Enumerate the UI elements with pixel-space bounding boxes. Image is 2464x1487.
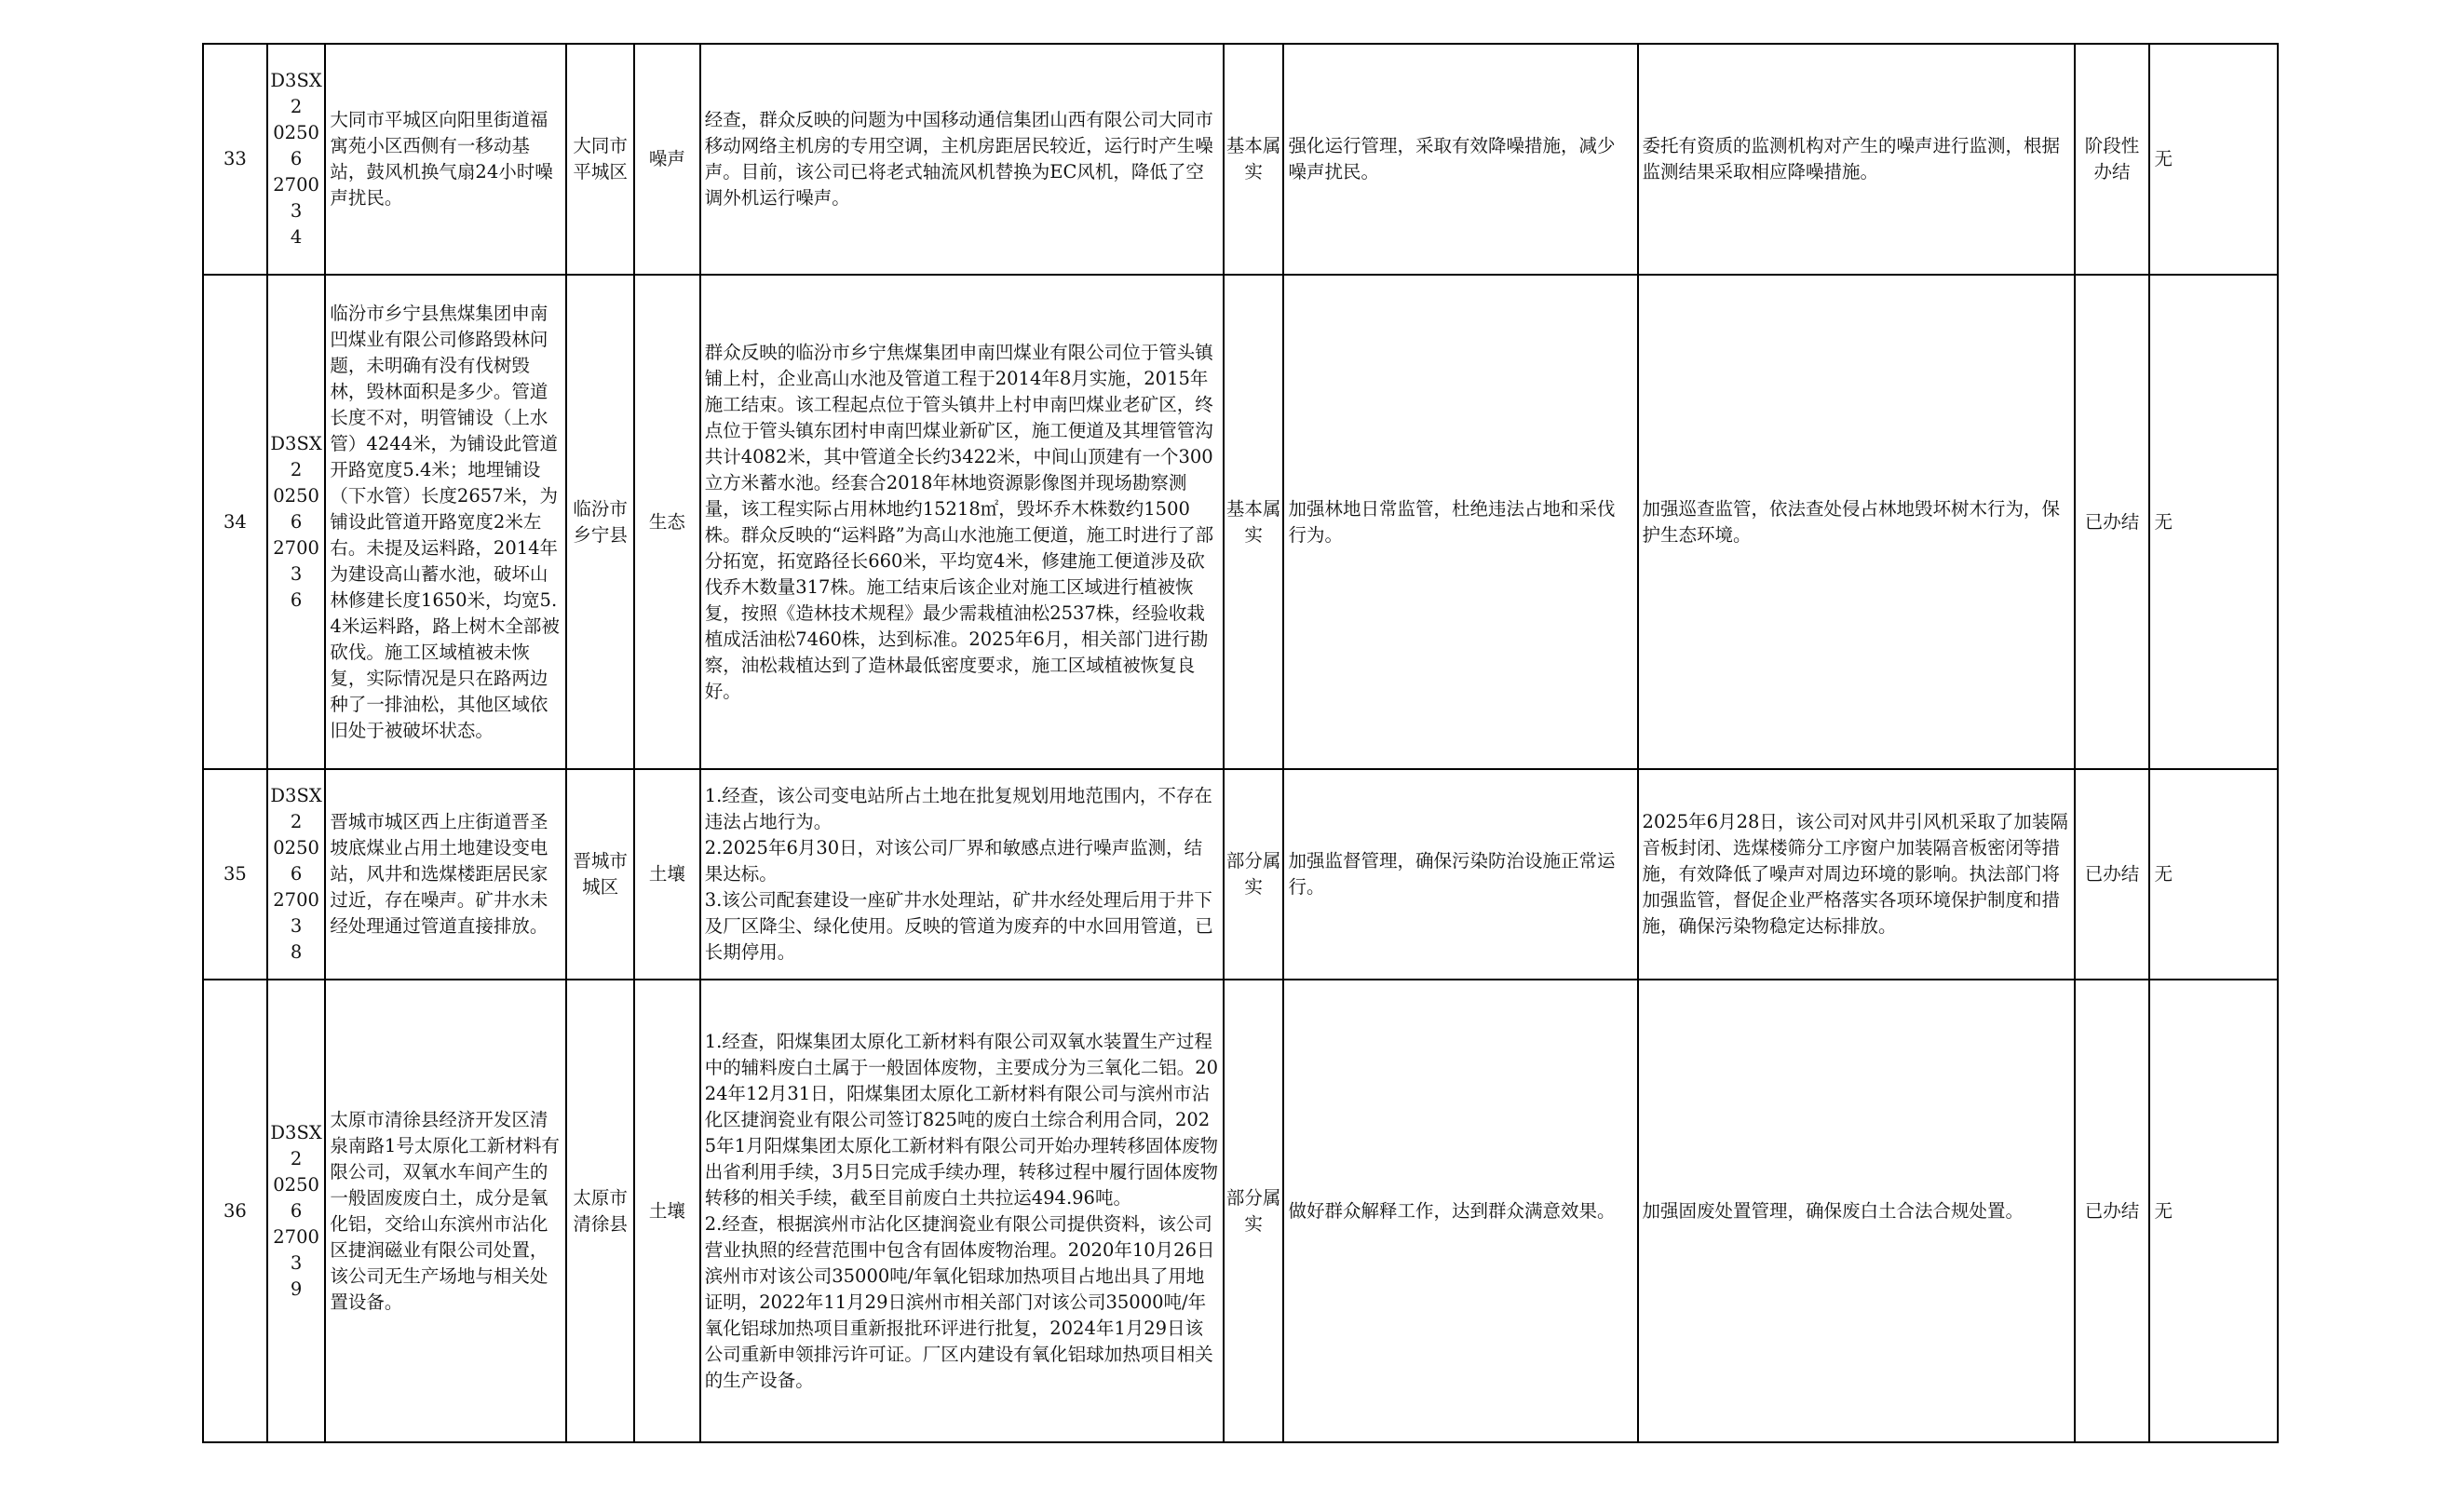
investigation-findings: 1.经查，阳煤集团太原化工新材料有限公司双氧水装置生产过程中的辅料废白土属于一般固体废物，主要成分为三氧化二铝。2024年12月31日，阳煤集团太原化工新材料有限公司与滨州市沾化区捷润瓷业有限公司签订825吨的废白土综合利用合同，2025年1月阳煤集团太原化工新材料有限公司开始办理转移固体废物出省利用手续，3月5日完成手续办理，转移过程中履行固体废物转移的相关手续，截至目前废白土共拉运494.96吨。 2.经查，根据滨州市沾化区捷润瓷业有限公司提供资料，该公司营业执照的经营范围中包含有固体废物治理。2020年10月26日滨州市对该公司35000吨/年氧化铝球加热项目占地出具了用地证明，2022年11月29日滨州市相关部门对该公司35000吨/年氧化铝球加热项目重新报批环评进行批复，2024年1月29日该公司重新申领排污许可证。厂区内建设有氧化铝球加热项目相关的生产设备。: [700, 980, 1224, 1442]
district: 大同市平城区: [566, 44, 634, 275]
accountability: 无: [2149, 769, 2278, 980]
pollution-type: 生态: [634, 275, 700, 769]
complaint-table: [202, 43, 2279, 1443]
accountability: 无: [2149, 980, 2278, 1442]
handling-result: 加强林地日常监管，杜绝违法占地和采伐行为。: [1283, 275, 1637, 769]
table-row: [203, 769, 2278, 980]
row-number: 35: [203, 769, 267, 980]
row-number: 33: [203, 44, 267, 275]
district: 临汾市乡宁县: [566, 275, 634, 769]
case-status: 已办结: [2075, 275, 2150, 769]
pollution-type: 土壤: [634, 980, 700, 1442]
case-code: D3SX2 02506 27003 9: [267, 980, 326, 1442]
investigation-findings: 1.经查，该公司变电站所占土地在批复规划用地范围内，不存在违法占地行为。 2.2025年6月30日，对该公司厂界和敏感点进行噪声监测，结果达标。 3.该公司配套建设一座矿井水处理站，矿井水经处理后用于井下及厂区降尘、绿化使用。反映的管道为废弃的中水回用管道，已长期停用。: [700, 769, 1224, 980]
complaint-content: 太原市清徐县经济开发区清泉南路1号太原化工新材料有限公司，双氧水车间产生的一般固废废白土，成分是氧化铝，交给山东滨州市沾化区捷润磁业有限公司处置，该公司无生产场地与相关处置设备。: [325, 980, 566, 1442]
verdict: 基本属实: [1224, 275, 1284, 769]
handling-result: 强化运行管理，采取有效降噪措施，减少噪声扰民。: [1283, 44, 1637, 275]
investigation-findings: 经查，群众反映的问题为中国移动通信集团山西有限公司大同市移动网络主机房的专用空调，主机房距居民较近，运行时产生噪声。目前，该公司已将老式轴流风机替换为EC风机，降低了空调外机运行噪声。: [700, 44, 1224, 275]
pollution-type: 噪声: [634, 44, 700, 275]
rectification-measures: 委托有资质的监测机构对产生的噪声进行监测，根据监测结果采取相应降噪措施。: [1638, 44, 2075, 275]
verdict: 基本属实: [1224, 44, 1284, 275]
case-status: 阶段性办结: [2075, 44, 2150, 275]
pollution-type: 土壤: [634, 769, 700, 980]
handling-result: 加强监督管理，确保污染防治设施正常运行。: [1283, 769, 1637, 980]
case-code: D3SX2 02506 27003 6: [267, 275, 326, 769]
district: 太原市清徐县: [566, 980, 634, 1442]
case-code: D3SX2 02506 27003 4: [267, 44, 326, 275]
table-row: [203, 980, 2278, 1442]
table-row: [203, 275, 2278, 769]
verdict: 部分属实: [1224, 769, 1284, 980]
row-number: 36: [203, 980, 267, 1442]
case-status: 已办结: [2075, 980, 2150, 1442]
accountability: 无: [2149, 275, 2278, 769]
complaint-content: 大同市平城区向阳里街道福寓苑小区西侧有一移动基站，鼓风机换气扇24小时噪声扰民。: [325, 44, 566, 275]
rectification-measures: 加强固废处置管理，确保废白土合法合规处置。: [1638, 980, 2075, 1442]
case-status: 已办结: [2075, 769, 2150, 980]
investigation-findings: 群众反映的临汾市乡宁焦煤集团申南凹煤业有限公司位于管头镇铺上村，企业高山水池及管道工程于2014年8月实施，2015年施工结束。该工程起点位于管头镇井上村申南凹煤业老矿区，终点位于管头镇东团村申南凹煤业新矿区，施工便道及其埋管管沟共计4082米，其中管道全长约3422米，中间山顶建有一个300立方米蓄水池。经套合2018年林地资源影像图并现场勘察测量，该工程实际占用林地约15218㎡，毁坏乔木株数约1500株。群众反映的“运料路”为高山水池施工便道，施工时进行了部分拓宽，拓宽路径长660米，平均宽4米，修建施工便道涉及砍伐乔木数量317株。施工结束后该企业对施工区域进行植被恢复，按照《造林技术规程》最少需栽植油松2537株，经验收栽植成活油松7460株，达到标准。2025年6月，相关部门进行勘察，油松栽植达到了造林最低密度要求，施工区域植被恢复良好。: [700, 275, 1224, 769]
row-number: 34: [203, 275, 267, 769]
rectification-measures: 加强巡查监管，依法查处侵占林地毁坏树木行为，保护生态环境。: [1638, 275, 2075, 769]
district: 晋城市城区: [566, 769, 634, 980]
complaint-content: 晋城市城区西上庄街道晋圣坡底煤业占用土地建设变电站，风井和选煤楼距居民家过近，存在噪声。矿井水未经处理通过管道直接排放。: [325, 769, 566, 980]
verdict: 部分属实: [1224, 980, 1284, 1442]
case-code: D3SX2 02506 27003 8: [267, 769, 326, 980]
accountability: 无: [2149, 44, 2278, 275]
complaint-content: 临汾市乡宁县焦煤集团申南凹煤业有限公司修路毁林问题，未明确有没有伐树毁林，毁林面积是多少。管道长度不对，明管铺设（上水管）4244米，为铺设此管道开路宽度5.4米；地埋铺设（下水管）长度2657米，为铺设此管道开路宽度2米左右。未提及运料路，2014年为建设高山蓄水池，破坏山林修建长度1650米，均宽5.4米运料路，路上树木全部被砍伐。施工区域植被未恢复，实际情况是只在路两边种了一排油松，其他区域依旧处于被破坏状态。: [325, 275, 566, 769]
rectification-measures: 2025年6月28日，该公司对风井引风机采取了加装隔音板封闭、选煤楼筛分工序窗户加装隔音板密闭等措施，有效降低了噪声对周边环境的影响。执法部门将加强监管，督促企业严格落实各项环境保护制度和措施，确保污染物稳定达标排放。: [1638, 769, 2075, 980]
handling-result: 做好群众解释工作，达到群众满意效果。: [1283, 980, 1637, 1442]
table-row: [203, 44, 2278, 275]
